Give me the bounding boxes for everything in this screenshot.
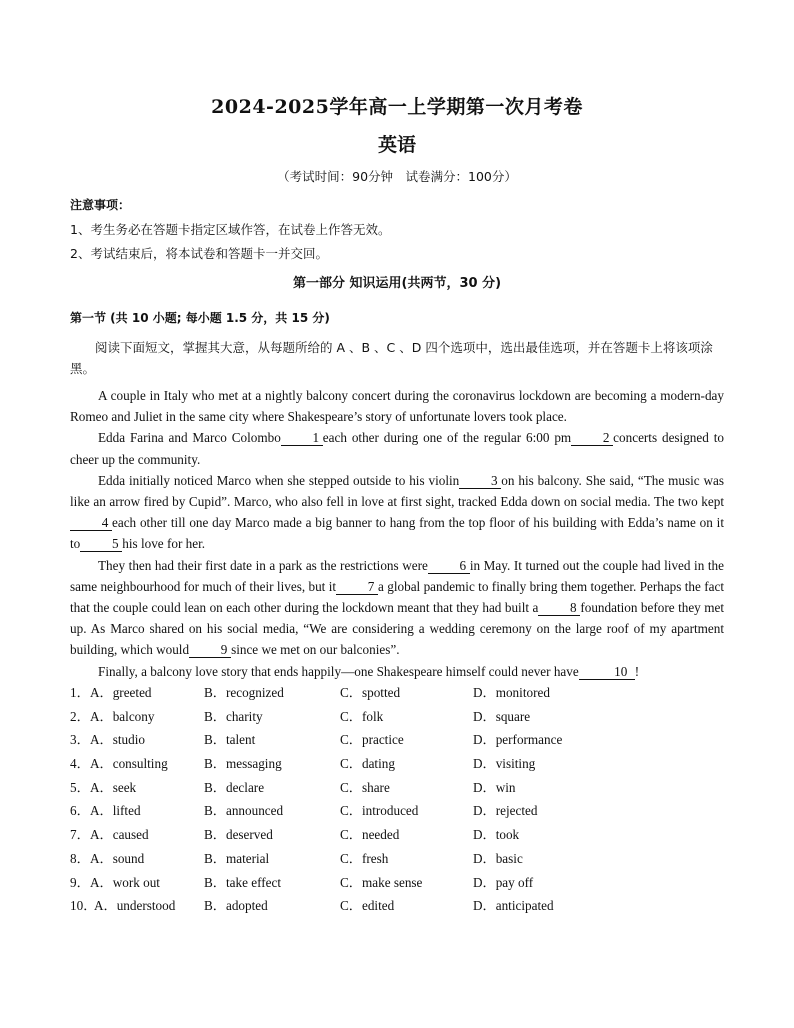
passage-text: They then had their first date in a park as the restrictions were — [98, 557, 428, 573]
option-d: D．rejected — [473, 803, 538, 819]
passage-text: his love for her. — [122, 536, 206, 552]
option-c: C．introduced — [340, 803, 419, 819]
option-row — [70, 777, 730, 801]
option-c: C．practice — [340, 732, 404, 748]
passage-paragraph — [70, 470, 724, 555]
option-d: D．performance — [473, 732, 563, 748]
option-b: B．recognized — [204, 685, 284, 700]
question-number: 2． — [70, 708, 90, 724]
option-a: A．sound — [90, 850, 145, 866]
passage-text: each other during one of the regular 6:00 pm — [322, 430, 572, 446]
option-c: C．make sense — [340, 874, 423, 890]
section-instructions: 阅读下面短文，掌握其大意，从每题所给的 A 、B 、C 、D 四个选项中，选出最佳选项，并在答题卡上将该项涂黑。 — [70, 340, 713, 376]
part-heading: 第一部分 知识运用(共两节，30 分) — [292, 276, 502, 291]
passage-paragraph — [70, 427, 724, 469]
passage-text: ! — [634, 663, 640, 679]
option-c: C．folk — [340, 708, 384, 724]
question-number: 8． — [70, 850, 90, 866]
blank-3: 3 — [459, 474, 501, 489]
option-d: D．monitored — [473, 685, 550, 700]
blank-2: 2 — [571, 431, 613, 446]
option-b: B．adopted — [204, 898, 268, 914]
reading-passage — [70, 385, 724, 682]
question-number: 6． — [70, 803, 90, 819]
option-row — [70, 824, 730, 848]
passage-text: foundation before they met up. As Marco shared on his social media, “We are considering a wedding ceremony on the large roof of my apartment building, which would — [70, 600, 724, 658]
question-number: 9． — [70, 874, 90, 890]
notice-heading: 注意事项： — [70, 198, 131, 212]
option-a: A．work out — [90, 874, 160, 890]
option-a: A．studio — [90, 732, 145, 748]
notice-item: 1、考生务必在答题卡指定区域作答，在试卷上作答无效。 — [70, 222, 391, 237]
passage-text: Finally, a balcony love story that ends happily—one Shakespeare himself could never have — [98, 663, 579, 679]
blank-8: 8 — [538, 601, 580, 616]
passage-text: Edda Farina and Marco Colombo — [98, 430, 281, 446]
option-c: C．dating — [340, 756, 395, 772]
question-number: 3． — [70, 732, 90, 748]
option-d: D．square — [473, 708, 531, 724]
option-row — [70, 872, 730, 896]
question-number: 7． — [70, 827, 90, 843]
option-c: C．edited — [340, 898, 395, 914]
option-a: A．balcony — [90, 708, 155, 724]
blank-9: 9 — [189, 643, 231, 658]
option-a: A．greeted — [90, 685, 152, 700]
option-b: B．charity — [204, 708, 263, 724]
option-a: A．lifted — [90, 803, 141, 819]
passage-text: concerts designed to cheer up the community. — [70, 430, 724, 467]
option-c: C．needed — [340, 827, 400, 843]
option-d: D．win — [473, 779, 516, 795]
option-c: C．fresh — [340, 850, 389, 866]
question-number: 4． — [70, 756, 90, 772]
question-number: 5． — [70, 779, 90, 795]
option-row — [70, 706, 730, 730]
blank-5: 5 — [80, 537, 122, 552]
option-b: B．declare — [204, 779, 265, 795]
option-d: D．took — [473, 827, 520, 843]
blank-1: 1 — [281, 431, 323, 446]
passage-text: on his balcony. She said, “The music was like an arrow fired by Cupid”. Marco, who also fell in love at first sight, tracked Edda down on social media. The two kept — [70, 472, 725, 510]
answer-options — [70, 682, 730, 919]
passage-text: Edda initially noticed Marco when she stepped outside to his violin — [98, 472, 460, 488]
option-a: A．seek — [90, 779, 137, 795]
passage-paragraph — [70, 661, 724, 682]
exam-info: （考试时间：90分钟 试卷满分：100分） — [277, 169, 517, 184]
question-number: 1． — [70, 685, 90, 700]
option-d: D．anticipated — [473, 898, 554, 914]
option-row — [70, 800, 730, 824]
passage-text: since we met on our balconies”. — [231, 642, 400, 658]
blank-7: 7 — [336, 580, 378, 595]
option-b: B．material — [204, 850, 270, 866]
option-b: B．talent — [204, 732, 256, 748]
blank-10: 10 — [579, 665, 635, 680]
option-b: B．deserved — [204, 827, 273, 843]
option-d: D．pay off — [473, 874, 534, 890]
blank-6: 6 — [428, 559, 470, 574]
option-b: B．messaging — [204, 756, 282, 772]
option-b: B．take effect — [204, 874, 282, 890]
passage-paragraph — [70, 555, 724, 661]
option-b: B．announced — [204, 803, 284, 819]
blank-4: 4 — [70, 516, 112, 531]
option-row — [70, 682, 730, 706]
option-row — [70, 753, 730, 777]
subject-title: 英语 — [377, 134, 416, 156]
section-heading: 第一节 (共 10 小题; 每小题 1.5 分，共 15 分) — [70, 311, 330, 325]
passage-text: each other till one day Marco made a big banner to hang from the top floor of his building with Edda’s name on it to — [70, 515, 724, 552]
option-row — [70, 895, 730, 919]
option-row — [70, 729, 730, 753]
option-c: C．share — [340, 779, 390, 795]
question-number: 10． — [70, 898, 97, 914]
option-d: D．visiting — [473, 756, 536, 772]
option-a: A．understood — [94, 898, 176, 914]
option-a: A．consulting — [90, 756, 168, 772]
passage-text: in May. It turned out the couple had lived in the same neighbourhood for much of their lives, but it — [70, 557, 724, 594]
passage-text: a global pandemic to finally bring them together. Perhaps the fact that the couple could lean on each other during the lockdown meant that they had built a — [70, 578, 724, 616]
option-a: A．caused — [90, 827, 149, 843]
option-row — [70, 848, 730, 872]
passage-paragraph: A couple in Italy who met at a nightly balcony concert during the coronavirus lockdown are becoming a modern-day Romeo and Juliet in the same city where Shakespeare’s story of unfortunate lovers took place. — [70, 388, 724, 425]
option-c: C．spotted — [340, 685, 401, 700]
page-title: 2024-2025学年高一上学期第一次月考卷 — [211, 96, 583, 118]
notice-item: 2、考试结束后，将本试卷和答题卡一并交回。 — [70, 246, 328, 261]
option-d: D．basic — [473, 850, 523, 866]
